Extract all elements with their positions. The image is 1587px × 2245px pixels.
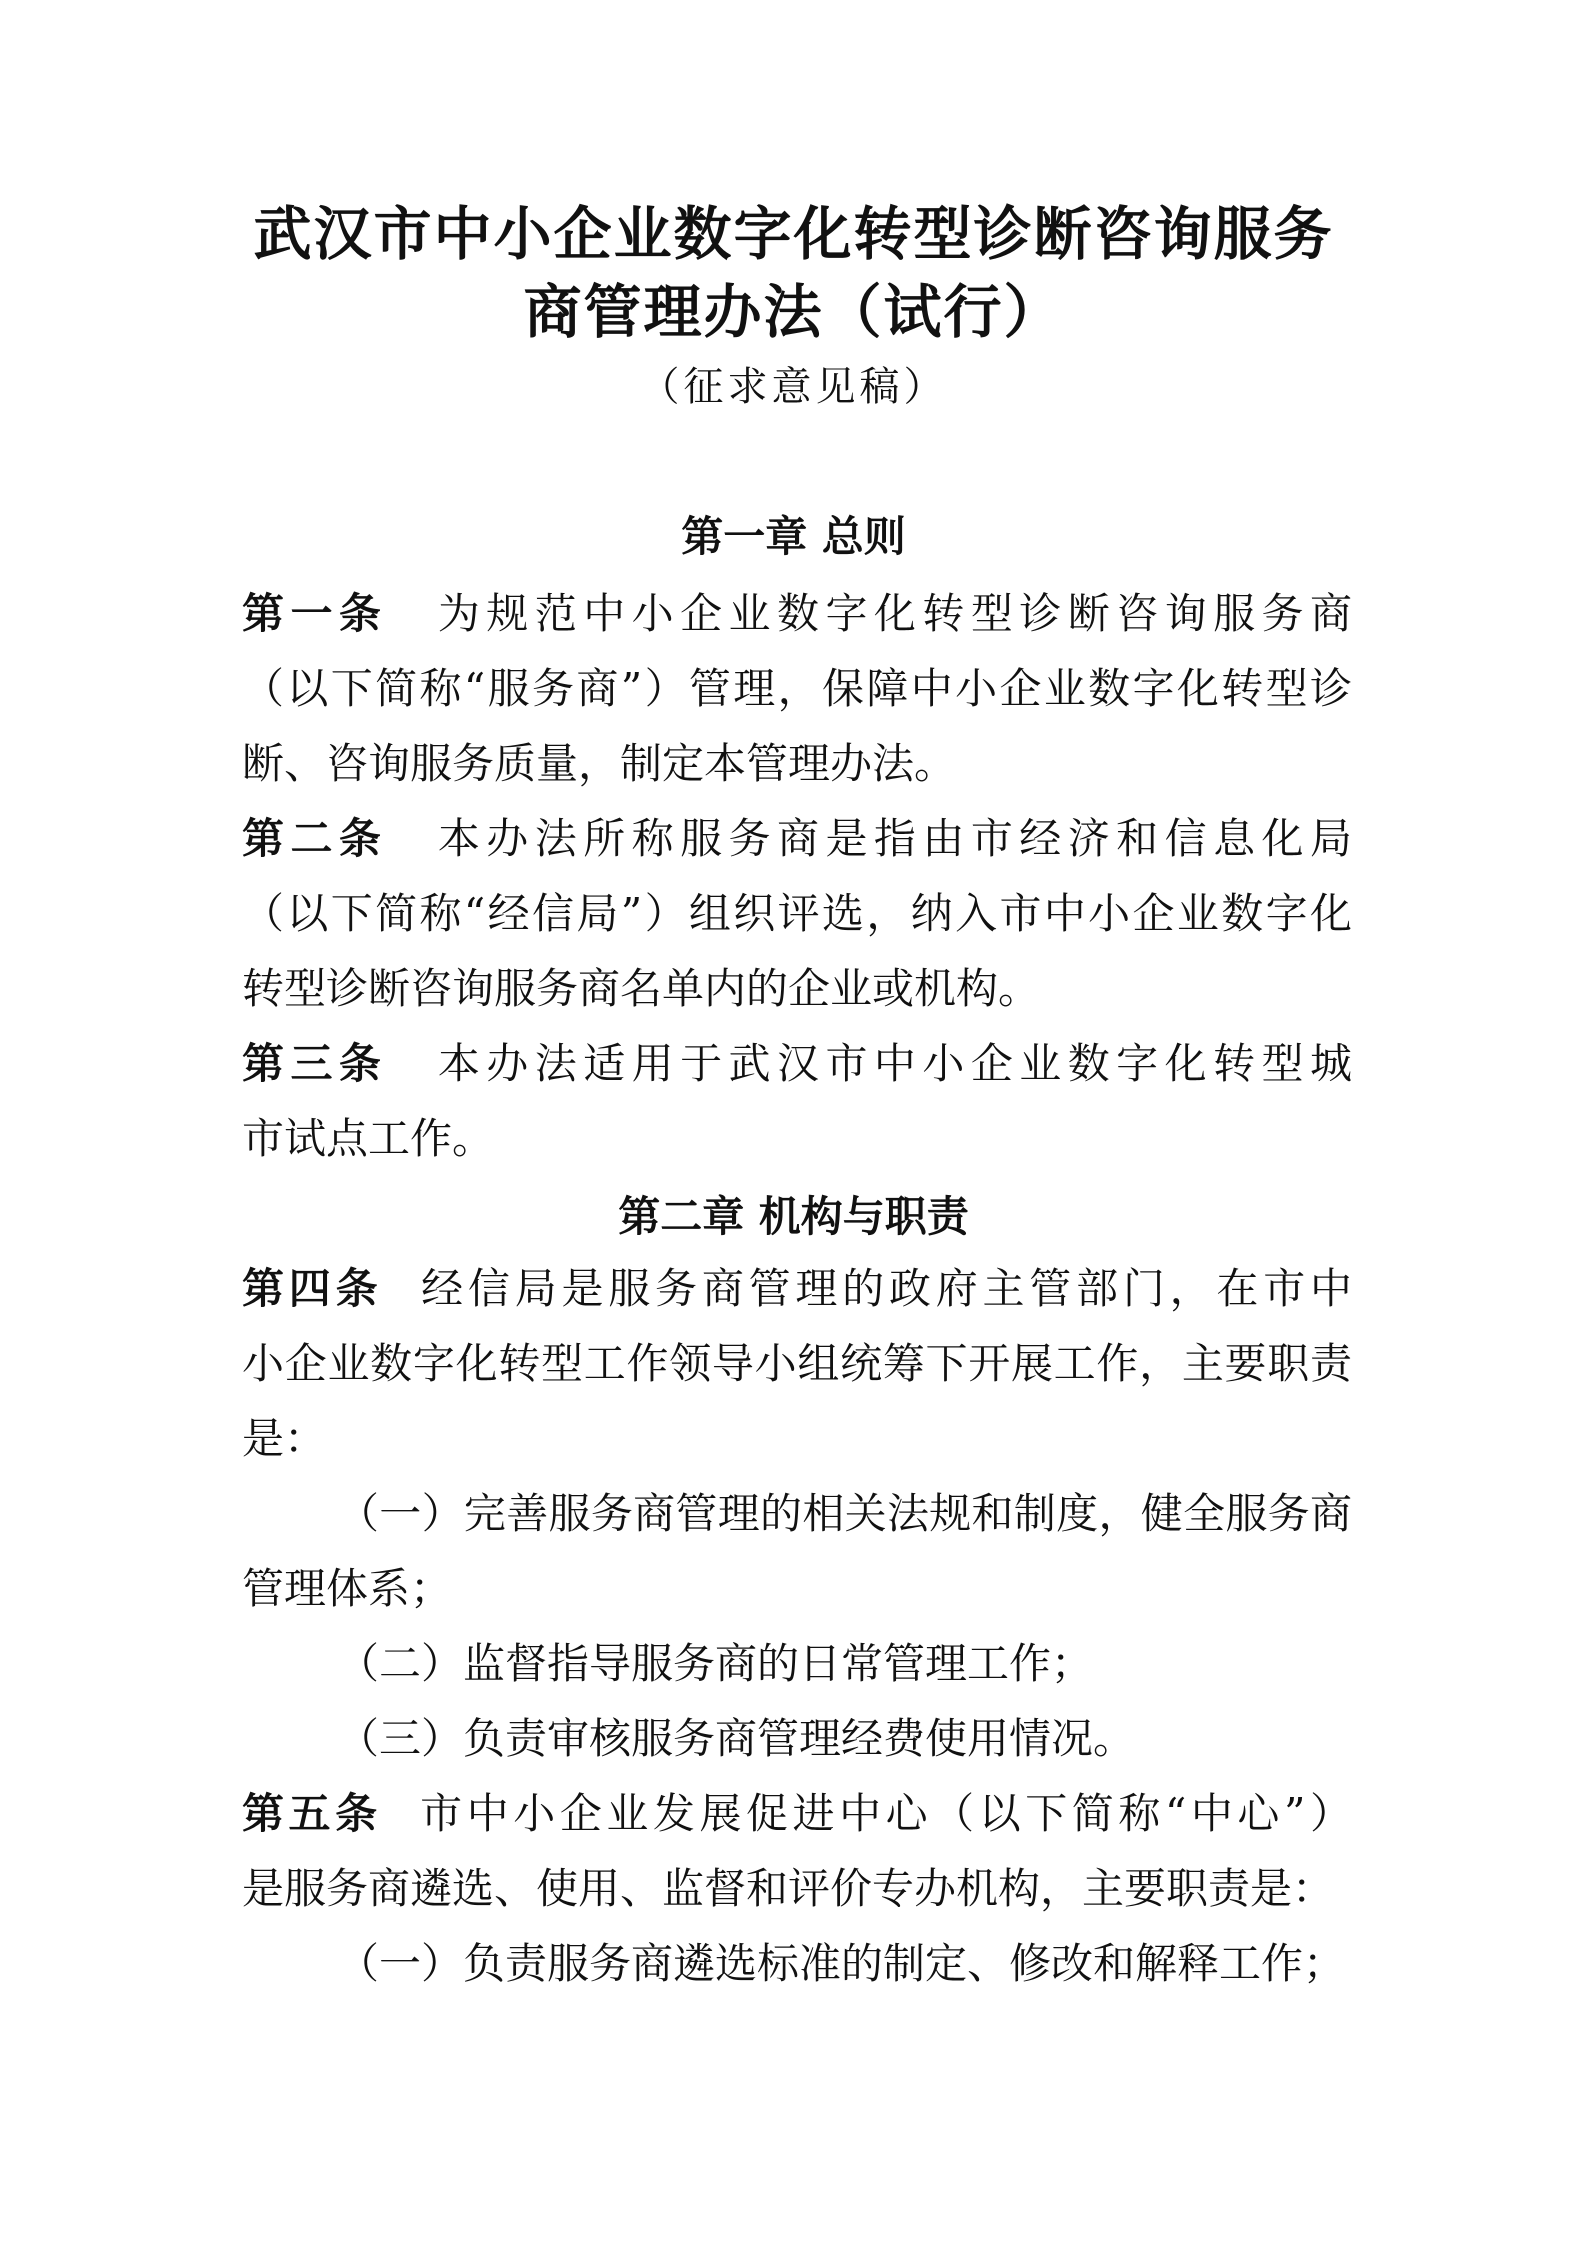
article-label: 第一条 [242,589,388,638]
article-text: 为规范中小企业数字化转型诊断咨询服务商 [431,589,1352,638]
article-text: （以下简称“经信局”）组织评选，纳入市中小企业数字化 [242,889,1352,938]
chapter-heading: 第二章 机构与职责 [618,1192,969,1241]
article-text: 是服务商遴选、使用、监督和评价专办机构，主要职责是： [242,1864,1335,1913]
article-line [242,1264,1352,1313]
article-text: 是： [242,1414,327,1463]
article-text: 断、咨询服务质量，制定本管理办法。 [242,739,957,788]
article-text: 本办法适用于武汉市中小企业数字化转型城 [431,1039,1352,1088]
article-text: 市中小企业发展促进中心（以下简称“中心”） [415,1789,1352,1838]
article-label: 第五条 [242,1789,382,1838]
article-line [242,589,1352,638]
article-text: 小企业数字化转型工作领导小组统筹下开展工作，主要职责 [242,1339,1352,1388]
article-text: 转型诊断咨询服务商名单内的企业或机构。 [242,964,1041,1013]
article-text: 经信局是服务商管理的政府主管部门，在市中 [416,1264,1352,1313]
list-item-text: （三）负责审核服务商管理经费使用情况。 [337,1714,1136,1763]
list-item-text: （二）监督指导服务商的日常管理工作； [337,1639,1094,1688]
article-text: 本办法所称服务商是指由市经济和信息化局 [431,814,1352,863]
article-line [242,1039,1352,1088]
list-item-text: （一）完善服务商管理的相关法规和制度，健全服务商 [337,1489,1352,1538]
article-label: 第三条 [242,1039,388,1088]
list-item-text: 管理体系； [242,1564,453,1613]
article-label: 第二条 [242,814,388,863]
article-text: （以下简称“服务商”）管理，保障中小企业数字化转型诊 [242,664,1352,713]
article-line [242,814,1352,863]
article-text: 市试点工作。 [242,1114,495,1163]
list-item-text: （一）负责服务商遴选标准的制定、修改和解释工作； [337,1939,1346,1988]
chapter-heading: 第一章 总则 [681,512,906,561]
document-title-line-1: 武汉市中小企业数字化转型诊断咨询服务 [253,200,1334,268]
document-subtitle: （征求意见稿） [639,364,948,410]
document-title-line-2: 商管理办法（试行） [523,278,1064,346]
article-line [242,1789,1352,1838]
article-label: 第四条 [242,1264,383,1313]
